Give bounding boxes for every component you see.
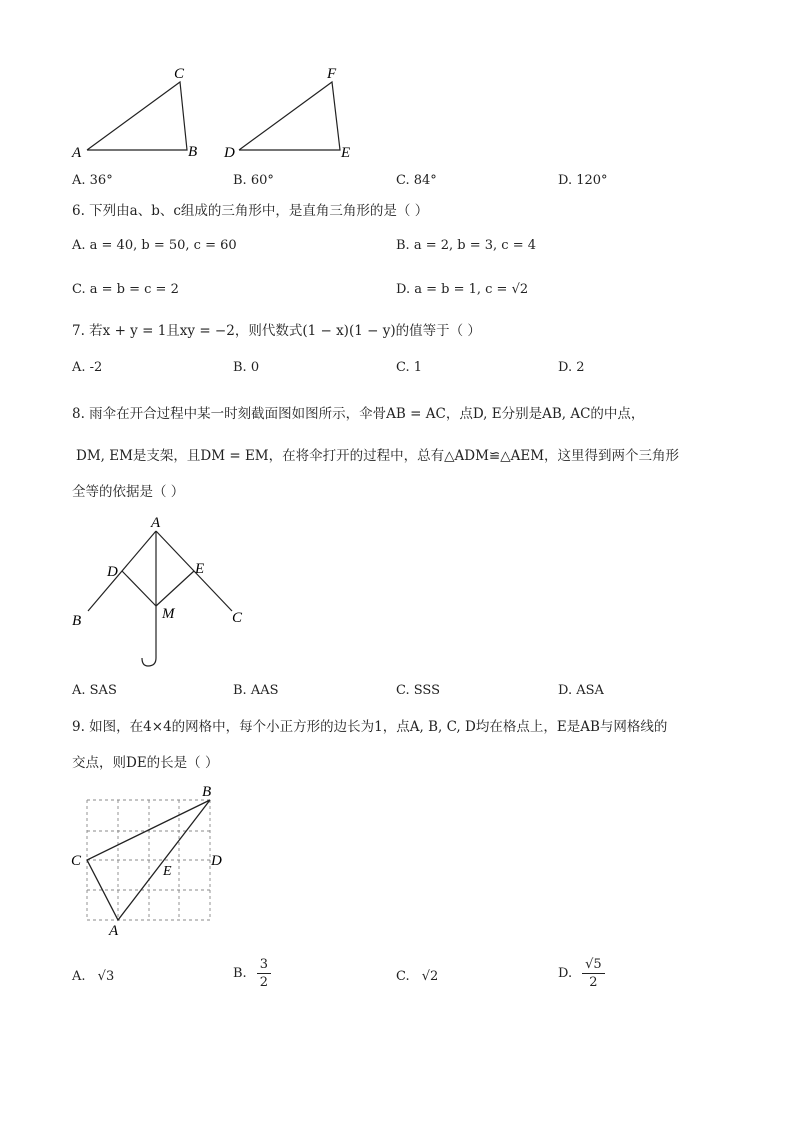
q5-triangle-abc bbox=[87, 82, 187, 150]
q9-option-d[interactable] bbox=[558, 956, 605, 991]
q8-stem-line-2: DM, EM是支架，且DM = EM，在将伞打开的过程中，总有△ADM≌△AEM，这里得到两个三角形 bbox=[76, 448, 680, 464]
q5-label-b: B bbox=[188, 144, 198, 160]
q7-option-b[interactable]: B. 0 bbox=[233, 360, 260, 375]
q8-label-c: C bbox=[232, 610, 243, 626]
q7-option-a[interactable]: A. -2 bbox=[72, 360, 103, 375]
q5-label-f: F bbox=[327, 66, 337, 82]
q9-option-c-letter: C. bbox=[396, 969, 410, 984]
q9-option-b-denominator: 2 bbox=[259, 975, 268, 990]
q9-option-c[interactable] bbox=[396, 968, 438, 986]
q8-label-m: M bbox=[162, 606, 175, 622]
q7-stem: 7. 若x + y = 1且xy = −2，则代数式(1 − x)(1 − y)的值等于（ ） bbox=[72, 323, 481, 339]
q9-option-b[interactable] bbox=[233, 956, 271, 991]
q5-triangle-def bbox=[239, 82, 340, 150]
q5-option-a[interactable]: A. 36° bbox=[72, 173, 113, 188]
q6-option-a[interactable]: A. a = 40, b = 50, c = 60 bbox=[72, 238, 237, 253]
q8-stem-line-3: 全等的依据是（ ） bbox=[72, 484, 185, 500]
q8-label-d: D bbox=[107, 564, 118, 580]
q9-label-d: D bbox=[211, 853, 222, 869]
q8-umbrella-figure bbox=[60, 510, 260, 675]
q8-label-b: B bbox=[72, 613, 82, 629]
q9-option-d-fraction bbox=[582, 956, 605, 991]
q8-option-c[interactable]: C. SSS bbox=[396, 683, 441, 698]
q9-option-a[interactable] bbox=[72, 968, 114, 986]
q5-triangles-figure bbox=[60, 60, 380, 165]
q9-option-b-fraction bbox=[257, 956, 271, 991]
q9-option-a-letter: A. bbox=[72, 969, 86, 984]
q9-label-c: C bbox=[71, 853, 82, 869]
q5-label-e: E bbox=[341, 145, 351, 161]
q9-label-b: B bbox=[202, 784, 212, 800]
q8-strut-em bbox=[156, 571, 194, 606]
q9-option-c-value: √2 bbox=[421, 969, 439, 984]
q6-option-d[interactable]: D. a = b = 1, c = √2 bbox=[396, 282, 529, 297]
q5-option-c[interactable]: C. 84° bbox=[396, 173, 437, 188]
q5-option-d[interactable]: D. 120° bbox=[558, 173, 608, 188]
q9-option-b-numerator: 3 bbox=[257, 956, 271, 974]
q9-option-a-value: √3 bbox=[97, 969, 115, 984]
q8-label-a: A bbox=[151, 515, 161, 531]
q9-option-b-letter: B. bbox=[233, 965, 247, 981]
q5-label-d: D bbox=[224, 145, 235, 161]
q8-option-d[interactable]: D. ASA bbox=[558, 683, 604, 698]
q6-stem: 6. 下列由a、b、c组成的三角形中，是直角三角形的是（ ） bbox=[72, 203, 429, 219]
q9-dashed-grid bbox=[87, 800, 210, 920]
q6-option-b[interactable]: B. a = 2, b = 3, c = 4 bbox=[396, 238, 536, 253]
q5-label-c: C bbox=[174, 66, 185, 82]
q9-stem-line-2: 交点，则DE的长是（ ） bbox=[72, 755, 219, 771]
q9-option-d-letter: D. bbox=[558, 965, 573, 981]
q8-option-a[interactable]: A. SAS bbox=[72, 683, 117, 698]
q8-strut-dm bbox=[122, 571, 156, 606]
q7-option-c[interactable]: C. 1 bbox=[396, 360, 423, 375]
q6-option-c[interactable]: C. a = b = c = 2 bbox=[72, 282, 179, 297]
q9-label-a: A bbox=[109, 923, 119, 939]
q8-label-e: E bbox=[195, 561, 205, 577]
q5-option-b[interactable]: B. 60° bbox=[233, 173, 274, 188]
q9-label-e: E bbox=[163, 864, 172, 879]
q8-option-b[interactable]: B. AAS bbox=[233, 683, 279, 698]
q9-stem-line-1: 9. 如图，在4×4的网格中，每个小正方形的边长为1，点A, B, C, D均在格点上，E是AB与网格线的 bbox=[72, 719, 668, 735]
q9-option-d-denominator: 2 bbox=[589, 975, 598, 990]
q9-option-d-numerator: √5 bbox=[582, 956, 605, 974]
q9-grid-figure bbox=[60, 780, 240, 940]
q5-label-a: A bbox=[72, 145, 82, 161]
q7-option-d[interactable]: D. 2 bbox=[558, 360, 585, 375]
q8-stem-line-1: 8. 雨伞在开合过程中某一时刻截面图如图所示，伞骨AB = AC，点D, E分别是AB, AC的中点， bbox=[72, 406, 645, 422]
